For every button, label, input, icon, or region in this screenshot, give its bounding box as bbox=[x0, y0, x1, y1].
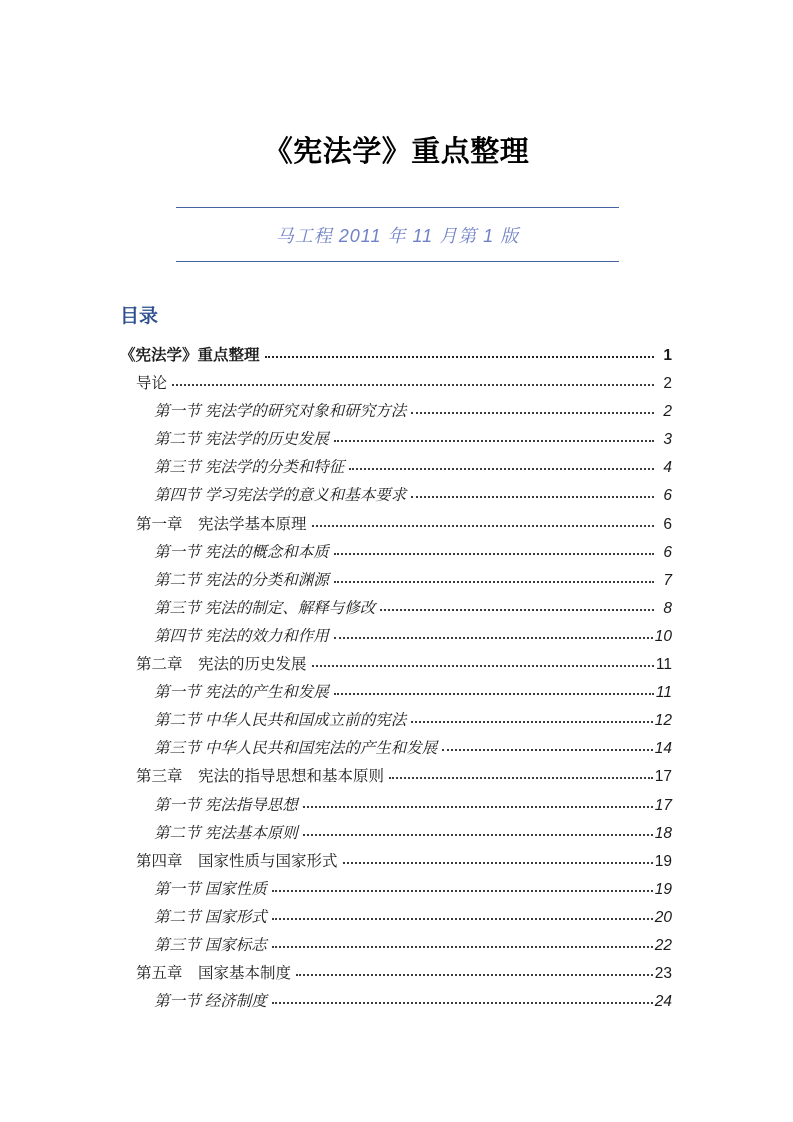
toc-entry-page: 8 bbox=[663, 599, 672, 617]
toc-dot-leader bbox=[334, 553, 654, 555]
toc-entry[interactable] bbox=[120, 371, 672, 399]
toc-entry[interactable] bbox=[120, 793, 672, 821]
toc-entry-label: 第一节 宪法的概念和本质 bbox=[154, 543, 329, 561]
toc-entry-page: 22 bbox=[654, 936, 672, 954]
toc-dot-leader bbox=[296, 974, 653, 976]
toc-entry-label: 第一节 宪法学的研究对象和研究方法 bbox=[154, 403, 407, 421]
toc-dot-leader bbox=[442, 749, 652, 751]
toc-entry-label: 第四章 国家性质与国家形式 bbox=[136, 852, 338, 870]
toc-dot-leader bbox=[411, 412, 654, 414]
toc-entry-page: 2 bbox=[663, 403, 672, 421]
toc-entry-page: 7 bbox=[663, 571, 672, 589]
toc-dot-leader bbox=[312, 665, 654, 667]
toc-entry-page: 6 bbox=[663, 487, 672, 505]
toc-entry[interactable] bbox=[120, 877, 672, 905]
toc-entry[interactable] bbox=[120, 343, 672, 371]
toc-entry-page: 6 bbox=[663, 543, 672, 561]
toc-dot-leader bbox=[303, 834, 653, 836]
toc-entry-page: 2 bbox=[663, 375, 672, 393]
toc-dot-leader bbox=[380, 609, 654, 611]
toc-dot-leader bbox=[265, 356, 654, 358]
toc-entry-label: 第二章 宪法的历史发展 bbox=[136, 656, 307, 674]
toc-entry-page: 1 bbox=[663, 347, 672, 364]
toc-dot-leader bbox=[334, 581, 654, 583]
toc-entry-page: 11 bbox=[655, 656, 672, 674]
toc-entry[interactable] bbox=[120, 624, 672, 652]
toc-dot-leader bbox=[303, 806, 653, 808]
toc-entry-label: 第五章 国家基本制度 bbox=[136, 965, 292, 983]
toc bbox=[120, 343, 672, 1017]
toc-entry[interactable] bbox=[120, 427, 672, 455]
toc-entry[interactable] bbox=[120, 933, 672, 961]
toc-entry[interactable] bbox=[120, 483, 672, 511]
toc-entry-page: 11 bbox=[655, 684, 672, 702]
toc-entry[interactable] bbox=[120, 652, 672, 680]
toc-entry-label: 第二节 宪法学的历史发展 bbox=[154, 431, 329, 449]
toc-entry[interactable] bbox=[120, 821, 672, 849]
document-subtitle: 马工程 2011 年 11 月第 1 版 bbox=[275, 226, 520, 246]
toc-entry-page: 4 bbox=[663, 459, 672, 477]
toc-entry-label: 第二节 宪法基本原则 bbox=[154, 824, 298, 842]
toc-dot-leader bbox=[349, 468, 654, 470]
toc-entry[interactable] bbox=[120, 540, 672, 568]
toc-entry[interactable] bbox=[120, 568, 672, 596]
toc-entry-label: 第三节 宪法的制定、解释与修改 bbox=[154, 599, 376, 617]
toc-entry[interactable] bbox=[120, 736, 672, 764]
toc-dot-leader bbox=[312, 525, 654, 527]
toc-dot-leader bbox=[411, 721, 652, 723]
toc-entry-page: 10 bbox=[654, 627, 672, 645]
toc-entry-page: 6 bbox=[663, 515, 672, 533]
toc-dot-leader bbox=[272, 946, 653, 948]
toc-dot-leader bbox=[272, 1002, 653, 1004]
toc-entry-page: 18 bbox=[654, 824, 672, 842]
toc-entry-page: 24 bbox=[654, 993, 672, 1011]
toc-entry[interactable] bbox=[120, 961, 672, 989]
toc-entry-page: 12 bbox=[654, 712, 672, 730]
toc-entry-page: 3 bbox=[663, 431, 672, 449]
toc-dot-leader bbox=[334, 693, 654, 695]
toc-dot-leader bbox=[343, 862, 653, 864]
toc-dot-leader bbox=[389, 777, 653, 779]
toc-entry-page: 20 bbox=[654, 908, 672, 926]
toc-entry-label: 第一节 宪法的产生和发展 bbox=[154, 684, 329, 702]
toc-entry-page: 17 bbox=[654, 796, 672, 814]
toc-entry-label: 第三节 国家标志 bbox=[154, 936, 267, 954]
toc-entry-label: 第三章 宪法的指导思想和基本原则 bbox=[136, 768, 385, 786]
toc-entry-page: 14 bbox=[654, 740, 672, 758]
subtitle-panel bbox=[176, 207, 619, 262]
toc-entry[interactable] bbox=[120, 905, 672, 933]
toc-entry-label: 第一节 国家性质 bbox=[154, 880, 267, 898]
toc-entry-page: 17 bbox=[654, 768, 672, 786]
toc-entry-label: 第二节 中华人民共和国成立前的宪法 bbox=[154, 712, 407, 730]
toc-entry[interactable] bbox=[120, 399, 672, 427]
toc-entry[interactable] bbox=[120, 708, 672, 736]
toc-entry-label: 第三节 中华人民共和国宪法的产生和发展 bbox=[154, 740, 438, 758]
toc-entry-label: 第四节 学习宪法学的意义和基本要求 bbox=[154, 487, 407, 505]
toc-entry-label: 第四节 宪法的效力和作用 bbox=[154, 627, 329, 645]
toc-entry-page: 23 bbox=[654, 965, 672, 983]
toc-entry-label: 第二节 宪法的分类和渊源 bbox=[154, 571, 329, 589]
toc-entry[interactable] bbox=[120, 680, 672, 708]
toc-entry-label: 第一节 经济制度 bbox=[154, 993, 267, 1011]
toc-entry-label: 第二节 国家形式 bbox=[154, 908, 267, 926]
toc-entry-label: 第一节 宪法指导思想 bbox=[154, 796, 298, 814]
toc-entry[interactable] bbox=[120, 849, 672, 877]
toc-dot-leader bbox=[172, 384, 654, 386]
toc-entry[interactable] bbox=[120, 512, 672, 540]
toc-entry-page: 19 bbox=[654, 852, 672, 870]
toc-entry[interactable] bbox=[120, 455, 672, 483]
toc-entry-label: 《宪法学》重点整理 bbox=[120, 347, 260, 364]
toc-entry[interactable] bbox=[120, 596, 672, 624]
toc-entry-label: 第三节 宪法学的分类和特征 bbox=[154, 459, 345, 477]
toc-dot-leader bbox=[411, 496, 654, 498]
toc-dot-leader bbox=[334, 440, 654, 442]
toc-entry[interactable] bbox=[120, 764, 672, 792]
toc-dot-leader bbox=[272, 890, 653, 892]
toc-entry[interactable] bbox=[120, 989, 672, 1017]
toc-heading: 目录 bbox=[120, 306, 159, 327]
toc-dot-leader bbox=[272, 918, 653, 920]
toc-entry-label: 第一章 宪法学基本原理 bbox=[136, 515, 307, 533]
document-title: 《宪法学》重点整理 bbox=[263, 136, 530, 168]
toc-entry-page: 19 bbox=[654, 880, 672, 898]
toc-entry-label: 导论 bbox=[136, 375, 168, 393]
toc-dot-leader bbox=[334, 637, 653, 639]
